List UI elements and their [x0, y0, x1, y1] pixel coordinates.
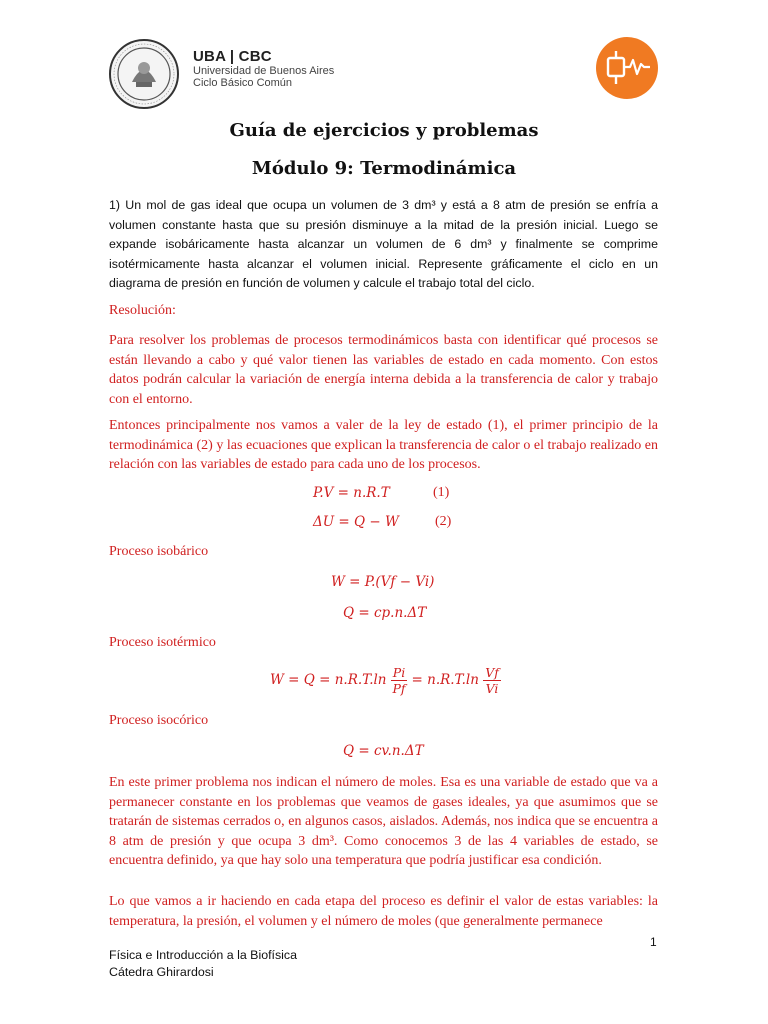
equation-first-principle: ΔU = Q − W — [313, 514, 399, 530]
isobaric-label: Proceso isobárico — [109, 544, 209, 559]
isochoric-heat-equation: Q = cv.n.ΔT — [343, 743, 424, 759]
problem-statement: 1) Un mol de gas ideal que ocupa un volumen de 3 dm³ y está a 8 atm de presión se enfría a volumen constante hasta que su presión disminuye a la mitad de la presión inicial. Luego se expande isobáricamente hasta alcanzar un volumen de 6 dm³ y finalmente se comprime isotérmicamente hasta alcanzar el volumen inicial. Represente gráficamente el ciclo en un diagrama de presión en función de volumen y calcule el trabajo total del ciclo. — [109, 198, 658, 290]
uba-header-text — [193, 48, 334, 89]
resolution-paragraph-1: Para resolver los problemas de procesos termodinámicos basta con identificar qué procesos se están llevando a cabo y qué valor tienen las variables de estado en cada momento. Con estos datos podrán calcular la variación de energía interna debida a la transferencia de calor y trabajo con el entorno. — [109, 333, 658, 407]
equation-state-law: P.V = n.R.T — [313, 485, 390, 501]
uba-title: UBA | CBC — [193, 48, 272, 65]
resolution-paragraph-4: Lo que vamos a ir haciendo en cada etapa del proceso es definir el valor de estas variables: la temperatura, la presión, el volumen y el número de moles (que generalmente permanece — [109, 894, 658, 929]
isothermal-lead: W = Q = n.R.T.ln — [270, 672, 387, 688]
isothermal-mid: = n.R.T.ln — [411, 672, 479, 688]
pressure-final: Pf — [392, 681, 406, 696]
document-title: Guía de ejercicios y problemas — [229, 120, 539, 141]
pressure-ratio-fraction — [391, 665, 407, 696]
equation-2-number: (2) — [435, 514, 452, 529]
uba-seal-icon — [108, 38, 180, 110]
isothermal-label: Proceso isotérmico — [109, 635, 216, 650]
biophysics-logo-icon — [595, 36, 659, 100]
footer-course: Física e Introducción a la Biofísica — [109, 948, 298, 962]
pressure-initial: Pi — [392, 665, 406, 680]
uba-university: Universidad de Buenos Aires — [193, 65, 335, 77]
page-number: 1 — [650, 935, 657, 949]
equation-1-number: (1) — [433, 485, 450, 500]
isothermal-work-equation — [270, 665, 501, 696]
module-title: Módulo 9: Termodinámica — [251, 158, 517, 179]
resolution-label: Resolución: — [109, 303, 176, 318]
resolution-paragraph-2: Entonces principalmente nos vamos a valer de la ley de estado (1), el primer principio de la termodinámica (2) y las ecuaciones que explican la transferencia de calor o el trabajo realizado en relación con las variables de estado para cada uno de los procesos. — [109, 418, 658, 472]
resolution-paragraph-3: En este primer problema nos indican el número de moles. Esa es una variable de estado que va a permanecer constante en los problemas que veamos de gases ideales, ya que asumimos que se tratarán de sistemas cerrados o, en algunos casos, aislados. Además, nos indica que se encuentra a 8 atm de presión y que ocupa 3 dm³. Como conocemos 3 de las 4 variables de estado, se encuentra definido, ya que hay solo una temperatura que podría justificar esa condición. — [109, 775, 658, 868]
isobaric-heat-equation: Q = cp.n.ΔT — [343, 605, 427, 621]
isobaric-work-equation: W = P.(Vf − Vi) — [331, 574, 435, 590]
uba-cycle: Ciclo Básico Común — [193, 77, 293, 89]
volume-ratio-fraction — [483, 665, 501, 696]
footer-chair: Cátedra Ghirardosi — [109, 965, 214, 979]
volume-final: Vf — [485, 665, 499, 680]
volume-initial: Vi — [485, 681, 499, 696]
isochoric-label: Proceso isocórico — [109, 713, 209, 728]
